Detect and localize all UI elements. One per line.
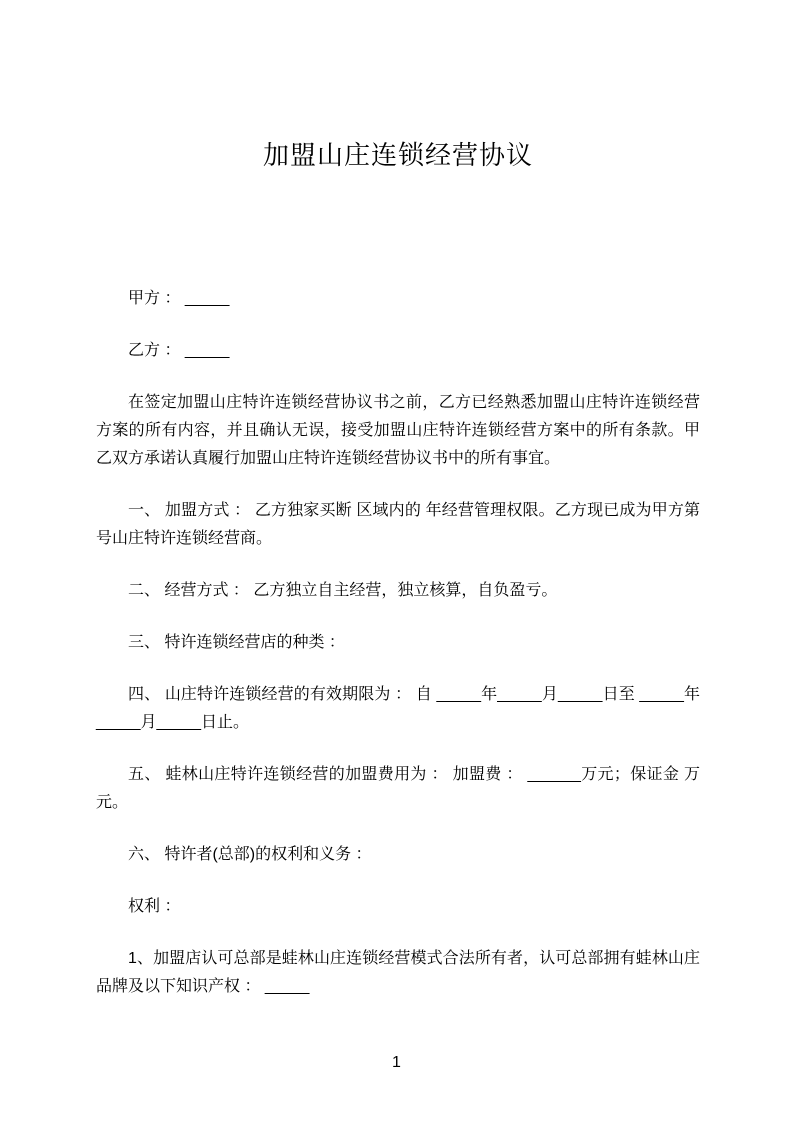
party-b-line: 乙方 ： _____ <box>128 342 230 359</box>
clause-1-joining-method: 一、 加盟方式 ： 乙方独家买断 区域内的 年经营管理权限。乙方现已成为甲方第 号山庄特许连锁经营商。 <box>96 502 700 547</box>
page-number: 1 <box>392 1054 401 1071</box>
document-title: 加盟山庄连锁经营协议 <box>262 140 533 170</box>
rights-subheading: 权利 ： <box>128 898 181 915</box>
clause-6-franchisor-rights-obligations: 六、 特许者(总部)的权利和义务 ： <box>128 846 372 863</box>
clause-5-franchise-fees: 五、 蛙林山庄特许连锁经营的加盟费用为 ： 加盟费 ： ______万元；保证金 万元。 <box>96 766 700 811</box>
clause-2-operation-method: 二、 经营方式 ： 乙方独立自主经营，独立核算，自负盈亏。 <box>128 582 558 599</box>
clause-3-store-types: 三、 特许连锁经营店的种类 ： <box>128 634 345 651</box>
party-a-line: 甲方 ： _____ <box>128 290 230 307</box>
clause-4-validity-period: 四、 山庄特许连锁经营的有效期限为 ： 自 _____年_____月_____日至 _____年_____月_____日止。 <box>96 686 700 731</box>
intro-paragraph: 在签定加盟山庄特许连锁经营协议书之前，乙方已经熟悉加盟山庄特许连锁经营方案的所有内容，并且确认无误，接受加盟山庄特许连锁经营方案中的所有条款。甲乙双方承诺认真履行加盟山庄特许连锁经营协议书中的所有事宜。 <box>96 394 700 467</box>
rights-item-1: 1、加盟店认可总部是蛙林山庄连锁经营模式合法所有者，认可总部拥有蛙林山庄品牌及以下知识产权 ： _____ <box>96 950 700 995</box>
